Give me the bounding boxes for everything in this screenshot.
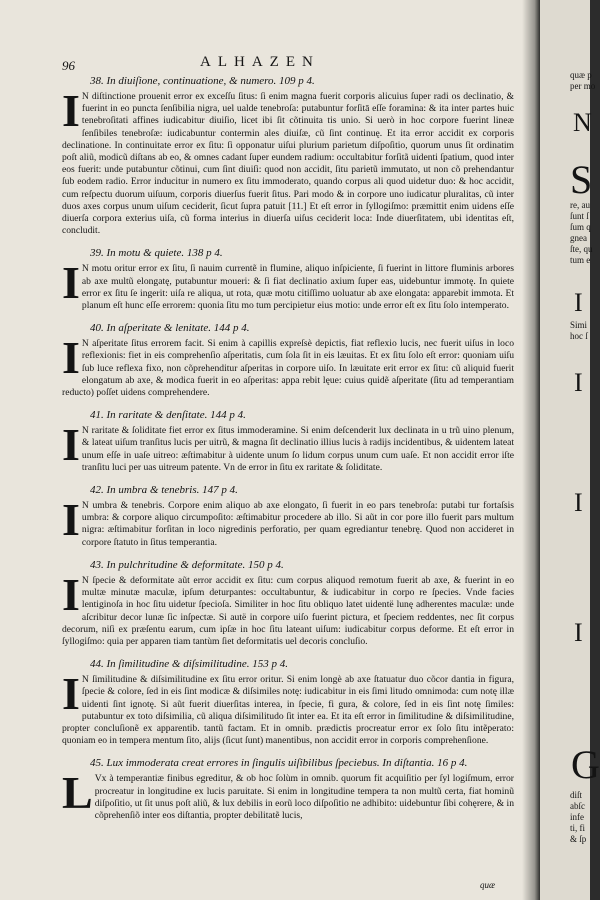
section-title: 38. In diuiſione, continuatione, & numero. 109 p 4. — [90, 75, 315, 87]
adjacent-text-fragment: infe — [570, 812, 584, 822]
adjacent-text-fragment: S — [570, 157, 593, 202]
section-body: N motu oritur error ex ſitu, ſi nauim currentẽ in flumine, aliquo inſpiciente, ſi fuerint in littore fluminis arbores ab axe multũ elongatę, putabuntur moueri: & ſi fiat declinatio axium ſuper eas, uidebuntur immotę. In quiete error ex ſitu ſe ingerit: uiſa re aliqua, ut rota, quæ motu citiſſimo uoluatur ab axe elongata: apparebit immota. Et planum eſt hunc eſſe errorem: quonia ſitu mo tum percipietur eius motio: unde error eſt ex ſitu ſolo intemperato. — [81, 263, 514, 312]
adjacent-text-fragment: per mo — [570, 81, 596, 91]
drop-cap: I — [62, 568, 80, 620]
section-body: N raritate & ſoliditate fiet error ex ſitus immoderamine. Si enim deſcenderit lux declinata in u trũ uino plenum, & lateat uiſum tranſitus lucis per uitrũ, & magna ſit declinatio illius lucis à radijs incidentibus, & uidentem lateat unum eſſe in uaſe uitreo: æſtimabitur à uidente unum ſo lidum corpus unum cum uaſe. Et non accidit error iſte tranſitu luci per uas uitreum patente. Vn de error in ſitu ex raritate & ſoliditate. — [81, 425, 514, 473]
drop-cap: I — [62, 668, 80, 720]
section-body: N diſtinctione prouenit error ex exceſſu ſitus: ſi enim magna fuerit corporis alicuius ſuper radi os declinatio, & fuerint in eo puncta ſenſibilia nigra, uel ualde tenebroſa: putabuntur forſitā eſſe foramina: & ita inter partes huic tenebroſitati affines iudicabitur diuiſio, licet ibi ſit cõtinuita tis unio. Si uerò in hoc corpore fuerint lineæ ſenſibiles tenebroſæ: iudicabuntur contermin ales diuiſæ, cũ ſint continuę. Et ita error accidit ex corporis declinatione. In continuitate error ex ſitu: ſi opponatur uiſui plurium parietum diſpoſitio, quorum unus ſit ordinatim poſt aliũ, modicũ diſtans ab eo, & omnes cadant ſuper eundem radium: occultabitur forſitã uidenti ſpatium, quod inter eos fuerit: unde putabuntur cõtinui, cum ſint diuiſi: quod non accidit, ſitu parietũ immutato, ut non cõ prehendantur ſub eodem radio. Error inducitur in numero ex ſitu immoderato, quando corpus ali quod uidetur duo: & hoc accidit, cum reſpectu duorum uiſuum, corporis diuerſus fuerit ſitus. Pari modo & in corpore uno iudicatur pluralitas, cũ inter duos axes corpus unum uiſum ceciderit, ſicut ſupra patuit [11.] Et eſt error in ſyllogiſmo: præmittit enim uidens eſſe diuerſa corpora exterius uiſa, cũ forma interius in diuerſa uiſus ceciderit loca: Inde diuerſitatem, ubi identitas eſt, concludit. — [62, 91, 514, 237]
section-paragraph — [62, 494, 514, 549]
section-body: Vx à temperantiæ finibus egreditur, & ob hoc ſolùm in omnib. quorum fit acquiſitio per ſyl logiſmum, error procreatur in longitudine ex lucis paruitate. Si enim in longitudine tempera ta non multũ certa, fiat hominũ diſpoſitio, ut ſit unus poſt aliũ, & lux debilis in eorũ loco diſpoſitio ne adhibito: uidebuntur ſibi cohęrere, & in cõprehenſiõ inter eos diſtantia, propter debilitatẽ lucis, — [94, 773, 514, 821]
drop-cap: I — [62, 257, 80, 309]
section-body: N ſimilitudine & diſsimilitudine ex ſitu error oritur. Si enim longè ab axe ſtatuatur duo cõcor dantia in figura, ſpecie & colore, ſed in eis ſint modicæ & diſsimiles notę: iudicabitur in eis ſimi litudo omnimoda: cum notę illæ uidenti ſint ignotę. Si aũt fuerit diuerſitas interea, in ſpecie, fi gura, & colore, ſed in eis ſint notę ſimiles: putabuntur ex toto diſsimilia, cũ aliqua diſsimilitudo ſit inter ea. Et ita eſt error in ſimilitudine & diſsimilitudine, propter concluſionẽ ex apparentib. tantũ factam. Et in omnib. prædictis procreatur error ex ſolo ſitu intẽperato: quoniam eo in tempera mentum ſito, alijs (ſicut ſunt) manentibus, non accidit error in corporis comprehenſione. — [62, 674, 514, 747]
adjacent-text-fragment: & ſp — [570, 834, 587, 844]
adjacent-text-fragment: I — [574, 288, 583, 317]
adjacent-text-fragment: N — [573, 108, 592, 137]
adjacent-text-fragment: Simi — [570, 320, 588, 330]
section-body: N umbra & tenebris. Corpore enim aliquo ab axe elongato, ſi fuerit in eo pars tenebroſa: putabi tur fortaſsis umbra: & corpore aliquo circumpoſito: æſtimabitur procedere ab illo. Si aũt in cor pore illo fuerit pars multum nigra: æſtimabitur forſitan in loco nigredinis perforatio, per quam egrediantur tenebrę. Quod non accideret in corpore ſtatuto in ſitus temperantia. — [81, 500, 514, 548]
adjacent-text-fragment: hoc ſ — [570, 331, 588, 341]
adjacent-page-edge — [540, 0, 600, 900]
adjacent-text-fragment: ſunt ſ — [570, 211, 589, 221]
drop-cap: I — [62, 419, 80, 471]
adjacent-text-fragment: gnea — [570, 233, 587, 243]
section-title: 43. In pulchritudine & deformitate. 150 p 4. — [90, 558, 284, 571]
section-title: 45. Lux immoderata creat errores in ſingulis uiſibilibus ſpeciebus. In diſtantia. 16 p 4. — [90, 757, 468, 770]
adjacent-text-fragment: I — [574, 368, 583, 397]
section-title: 40. In aſperitate & lenitate. 144 p 4. — [90, 322, 250, 335]
section-title: 44. In ſimilitudine & diſsimilitudine. 153 p 4. — [90, 658, 288, 671]
drop-cap: I — [62, 85, 80, 136]
adjacent-text-fragment: ſum q — [570, 222, 591, 232]
section-title: 42. In umbra & tenebris. 147 p 4. — [90, 484, 238, 497]
section-paragraph — [62, 568, 514, 648]
adjacent-text-fragment: abſc — [570, 801, 585, 811]
section-body: N ſpecie & deformitate aũt error accidit ex ſitu: cum corpus aliquod remotum fuerit ab axe, & fuerint in eo multæ minutæ maculæ, ipſum deturpantes: occultabuntur, & iudicabitur in corpo re ſpecies. Vnde facies lentiginoſa in hoc ſitu uidetur ſpecioſa. Similiter in hoc ſitu obliquo latet uidentë lunę adherentes maculæ: unde aſcribitur decor lunæ ſic inſpectæ. Si autë in corpore uiſo fuerint pictura, et ſpeciem reddentes, nec ſit corpus decorum, niſi ex præſentu earum, cum ipſæ in hoc ſitu lateant uiſum: iudicabitur corpus deforme. Et eſt error in ſyllogiſmo: quia per apparen tiam tantùm ſiet deformitatis uel decoris concluſio. — [62, 574, 514, 647]
section-paragraph — [62, 767, 514, 822]
adjacent-text-fragment: ti, fi — [570, 823, 585, 833]
section-title: 41. In raritate & denſitate. 144 p 4. — [90, 409, 246, 422]
section-paragraph — [62, 85, 514, 237]
section-paragraph — [62, 257, 514, 312]
drop-cap: I — [62, 494, 80, 546]
drop-cap: I — [62, 332, 80, 384]
adjacent-text-fragment: G — [571, 742, 600, 787]
section-paragraph — [62, 419, 514, 474]
section-title: 39. In motu & quiete. 138 p 4. — [90, 247, 223, 260]
running-head: ALHAZEN — [200, 54, 320, 70]
section-paragraph — [62, 332, 514, 399]
catchword: quæ — [480, 880, 496, 890]
section-body: N aſperitate ſitus errorem facit. Si enim à capillis expreſsè depictis, fiat reflexio lucis, nec fuerit uiſus in loco reflexionis: fiet in eis comprehenſio aſperitatis, cum ſola ſit in eis læuitas. Et ex ſitu ſolo eſt error: quoniam uiſu ſub luce reflexa fixo, non cõprehenditur aſperitas in corpore uiſo. In læuitate erit error ex ſitu: cũ aliquid fuerit elongatum ab axe, & modica fuerit in eo aſperitas: appa rebit lęue: cuius quidẽ aſperitate (ſitu ad temperantiam reducto) poſſet uidens comprehendere. — [62, 338, 514, 399]
page-number: 96 — [62, 58, 75, 73]
adjacent-text-fragment: I — [574, 618, 583, 647]
book-gutter-shadow — [522, 0, 540, 900]
adjacent-text-fragment: quæ p — [570, 70, 592, 80]
adjacent-text-fragment: ſte, qu — [570, 244, 593, 254]
adjacent-text-fragment: diſt — [570, 790, 583, 800]
section-paragraph — [62, 668, 514, 747]
adjacent-text-fragment: re, au — [570, 200, 590, 210]
adjacent-text-fragment: tum e — [570, 255, 591, 265]
page-body — [62, 74, 514, 822]
drop-cap: L — [62, 767, 93, 819]
adjacent-text-fragment: I — [574, 488, 583, 517]
